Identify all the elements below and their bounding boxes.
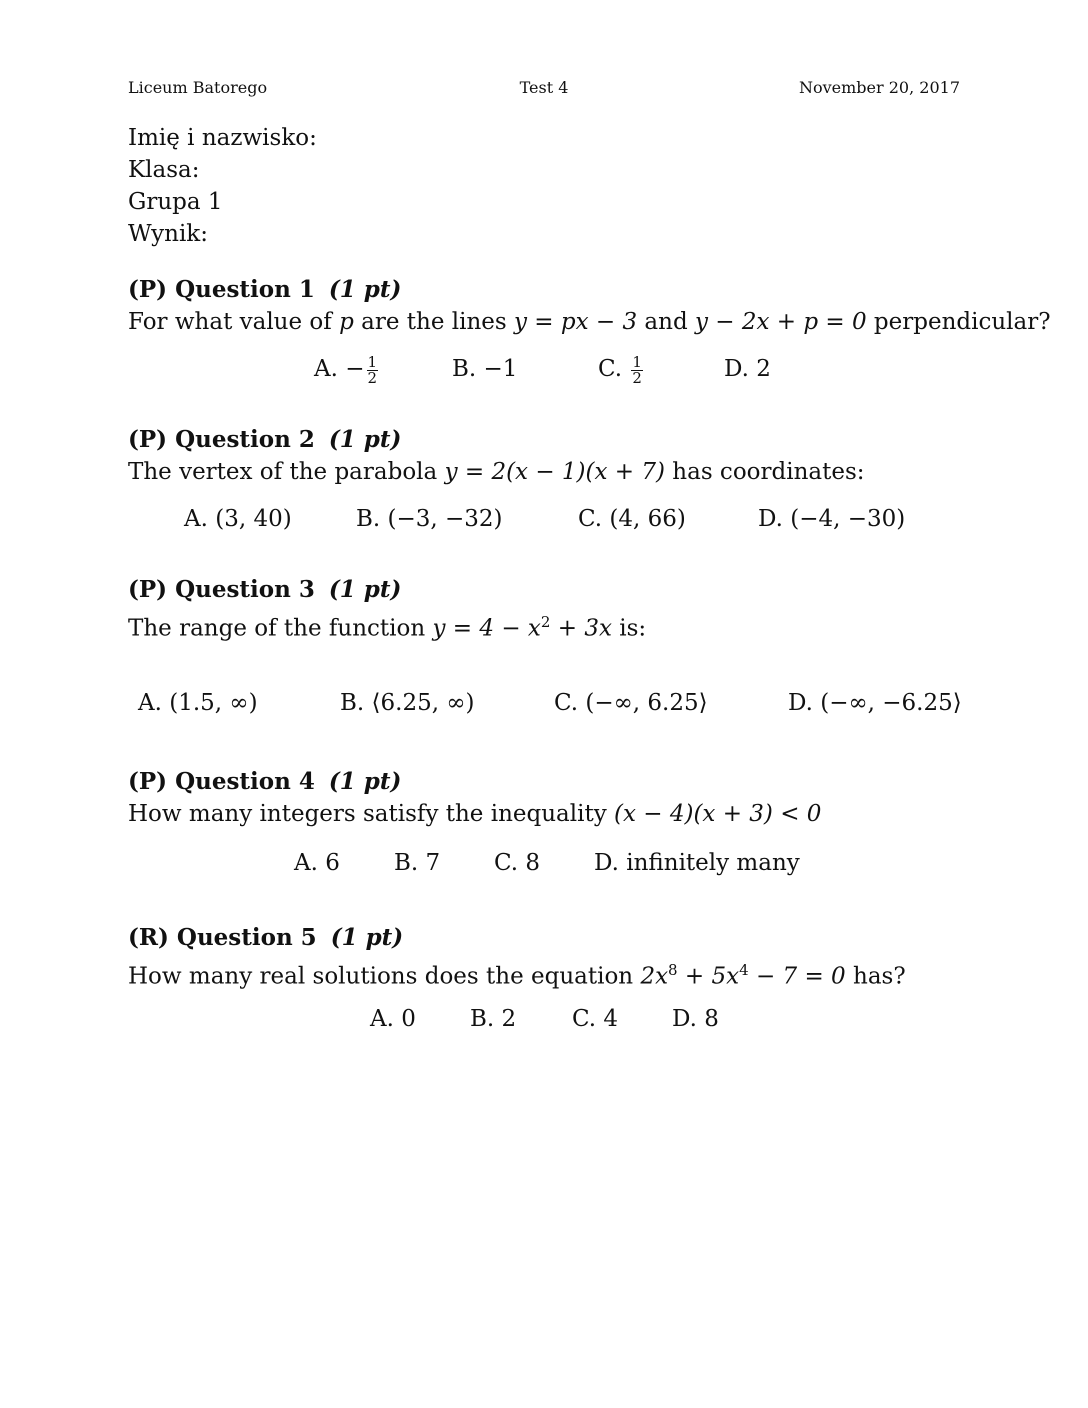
answer-b: B. (−3, −32) <box>356 506 503 532</box>
answer-b: B. 7 <box>394 850 441 876</box>
question-number: Question 4 <box>175 768 315 795</box>
question-text <box>128 954 968 990</box>
text-part: perpendicular? <box>866 309 1051 335</box>
answer-c: C. 4 <box>572 1006 619 1032</box>
question-level: (P) <box>128 576 168 603</box>
answer-a: A. 6 <box>294 850 340 876</box>
question-title <box>128 922 968 954</box>
answer-b: B. 2 <box>470 1006 517 1032</box>
math-part: 2x <box>640 963 669 990</box>
answer-b: B. −1 <box>452 356 518 382</box>
question-3 <box>128 574 968 716</box>
question-points: (1 pt) <box>330 924 404 951</box>
answer-c: C. (4, 66) <box>578 506 686 532</box>
question-number: Question 2 <box>175 426 315 453</box>
fraction <box>367 352 379 387</box>
answer-c: C. (−∞, 6.25⟩ <box>554 690 708 716</box>
fraction-denominator: 2 <box>632 368 642 387</box>
math-part: y = 2(x − 1)(x + 7) <box>444 459 665 485</box>
name-label: Imię i nazwisko: <box>128 125 317 151</box>
answer-c: C. 8 <box>494 850 541 876</box>
text-part: How many integers satisfy the inequality <box>128 801 615 827</box>
text-part: For what value of <box>128 309 340 335</box>
answer-b: B. ⟨6.25, ∞) <box>340 690 475 716</box>
question-title <box>128 274 968 306</box>
math-part: − 7 = 0 <box>748 963 846 990</box>
fraction-numerator: 1 <box>632 352 642 371</box>
question-2 <box>128 424 968 532</box>
answer-c <box>598 352 643 386</box>
exponent: 2 <box>540 613 551 631</box>
math-part: y − 2x + p = 0 <box>694 309 867 335</box>
question-number: Question 3 <box>175 576 315 603</box>
text-part: The vertex of the parabola <box>128 459 445 485</box>
answer-a <box>314 352 378 386</box>
text-part: How many real solutions does the equation <box>128 963 641 990</box>
answer-d: D. infinitely many <box>594 850 800 876</box>
question-title <box>128 766 968 798</box>
text-part: are the lines <box>353 309 514 335</box>
question-4 <box>128 766 968 876</box>
math-part: y = px − 3 <box>514 309 638 335</box>
text-part: is: <box>611 615 647 642</box>
question-points: (1 pt) <box>328 276 402 303</box>
exponent: 4 <box>739 961 749 979</box>
text-part: has coordinates: <box>664 459 865 485</box>
answer-a: A. 0 <box>370 1006 416 1032</box>
fraction <box>631 352 643 387</box>
answer-d: D. (−∞, −6.25⟩ <box>788 690 962 716</box>
question-5 <box>128 922 968 1032</box>
question-points: (1 pt) <box>328 576 402 603</box>
math-part: p <box>339 309 354 335</box>
question-title <box>128 574 968 606</box>
exponent: 8 <box>668 961 678 979</box>
answer-a: A. (1.5, ∞) <box>138 690 258 716</box>
question-level: (R) <box>128 924 169 951</box>
question-text <box>128 798 968 830</box>
answer-d: D. 2 <box>724 356 771 382</box>
question-text <box>128 456 968 488</box>
question-level: (P) <box>128 276 168 303</box>
answer-options <box>128 686 960 720</box>
answer-label: C. <box>598 356 630 382</box>
question-title <box>128 424 968 456</box>
header-test: Test 4 <box>519 78 569 97</box>
question-points: (1 pt) <box>328 426 402 453</box>
score-label: Wynik: <box>128 221 208 247</box>
math-part: + 5x <box>677 963 740 990</box>
question-number: Question 5 <box>176 924 317 951</box>
header-school: Liceum Batorego <box>128 78 268 97</box>
fraction-numerator: 1 <box>367 352 378 371</box>
answer-options <box>128 1002 960 1036</box>
answer-options <box>128 502 960 536</box>
group-label: Grupa 1 <box>128 189 223 215</box>
question-points: (1 pt) <box>328 768 402 795</box>
question-1 <box>128 274 1051 387</box>
answer-label: A. − <box>314 356 365 382</box>
answer-a: A. (3, 40) <box>184 506 292 532</box>
math-part: (x − 4)(x + 3) < 0 <box>614 801 822 827</box>
answer-options <box>128 352 960 386</box>
answer-options <box>128 846 960 880</box>
question-level: (P) <box>128 426 168 453</box>
text-part: and <box>637 309 695 335</box>
text-part: has? <box>845 963 906 990</box>
student-info <box>128 122 317 250</box>
math-part: + 3x <box>550 615 612 642</box>
question-text <box>128 306 1051 338</box>
header-date: November 20, 2017 <box>798 78 960 97</box>
answer-d: D. 8 <box>672 1006 719 1032</box>
math-part: y = 4 − x <box>432 615 541 642</box>
question-text <box>128 606 968 642</box>
text-part: The range of the function <box>128 615 433 642</box>
answer-d: D. (−4, −30) <box>758 506 906 532</box>
class-label: Klasa: <box>128 157 200 183</box>
fraction-denominator: 2 <box>367 368 378 387</box>
question-number: Question 1 <box>175 276 315 303</box>
page-header <box>128 78 960 100</box>
question-level: (P) <box>128 768 168 795</box>
